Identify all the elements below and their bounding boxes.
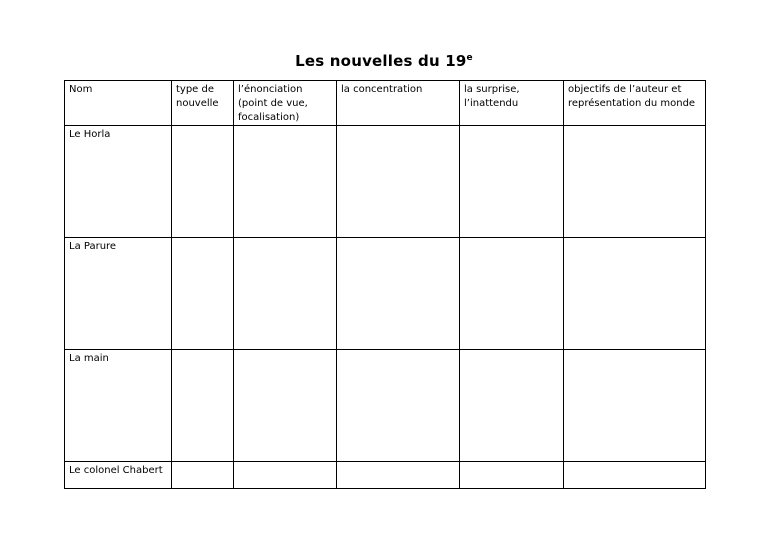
header-cell-surprise: la surprise, l’inattendu	[460, 81, 564, 126]
nouvelles-table	[64, 80, 706, 489]
header-cell-nom: Nom	[65, 81, 172, 126]
title-superscript: e	[466, 53, 473, 63]
empty-cell	[234, 126, 337, 238]
empty-cell	[337, 238, 460, 350]
empty-cell	[234, 238, 337, 350]
empty-cell	[172, 126, 234, 238]
empty-cell	[564, 350, 706, 462]
empty-cell	[337, 126, 460, 238]
empty-cell	[172, 350, 234, 462]
empty-cell	[172, 238, 234, 350]
empty-cell	[234, 350, 337, 462]
table-row	[65, 238, 706, 350]
empty-cell	[564, 238, 706, 350]
table-row	[65, 462, 706, 489]
page-title	[0, 52, 768, 70]
empty-cell	[337, 462, 460, 489]
empty-cell	[564, 126, 706, 238]
row-name-cell: La main	[65, 350, 172, 462]
row-name-cell: La Parure	[65, 238, 172, 350]
table-header-row	[65, 81, 706, 126]
empty-cell	[460, 350, 564, 462]
empty-cell	[460, 126, 564, 238]
table-row	[65, 350, 706, 462]
header-cell-enonciation: l’énonciation (point de vue, focalisation)	[234, 81, 337, 126]
title-text: Les nouvelles du 19	[295, 52, 467, 70]
table-row	[65, 126, 706, 238]
empty-cell	[460, 462, 564, 489]
header-cell-type: type de nouvelle	[172, 81, 234, 126]
row-name-cell: Le colonel Chabert	[65, 462, 172, 489]
header-cell-concentration: la concentration	[337, 81, 460, 126]
empty-cell	[460, 238, 564, 350]
empty-cell	[172, 462, 234, 489]
empty-cell	[234, 462, 337, 489]
row-name-cell: Le Horla	[65, 126, 172, 238]
empty-cell	[564, 462, 706, 489]
empty-cell	[337, 350, 460, 462]
header-cell-objectifs: objectifs de l’auteur et représentation du monde	[564, 81, 706, 126]
